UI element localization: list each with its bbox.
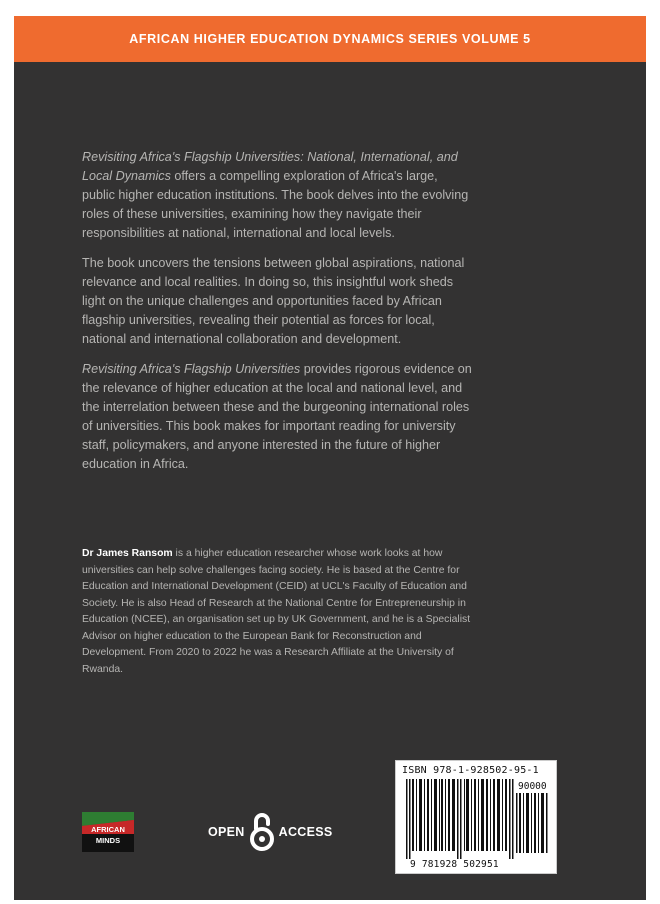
isbn-price-addon: 90000: [518, 781, 547, 792]
addon-barcode: [516, 793, 550, 853]
blurb-text: provides rigorous evidence on the relevance of higher education at the local and national level, and the interrelation between these and the burgeoning international roles of universities. This book makes for important reading for university staff, policymakers, and anyone interested in the future of higher education in Africa.: [82, 362, 472, 471]
open-access-left-text: OPEN: [208, 825, 245, 839]
book-blurb: [82, 148, 472, 485]
isbn-barcode: [395, 760, 557, 874]
book-title-italic: Revisiting Africa's Flagship Universities: [82, 362, 301, 376]
blurb-text: offers a compelling exploration of Africa's large, public higher education institutions. The book delves into the evolving roles of these universities, examining how they navigate their responsibilities at national, international and local levels.: [82, 169, 469, 240]
open-access-right-text: ACCESS: [278, 825, 333, 839]
ean-number: 9 781928 502951: [410, 859, 499, 870]
ean-barcode: [406, 779, 514, 859]
isbn-label: ISBN 978-1-928502-95-1: [402, 765, 539, 776]
african-minds-logo: [82, 812, 134, 852]
series-banner-text: AFRICAN HIGHER EDUCATION DYNAMICS SERIES VOLUME 5: [129, 32, 531, 46]
blurb-paragraph-1: [82, 148, 472, 243]
blurb-paragraph-3: [82, 360, 472, 474]
author-bio-text: is a higher education researcher whose work looks at how universities can help solve challenges facing society. He is based at the Centre for Education and International Development (CEID) at UCL's Faculty of Education and Society. He is also Head of Research at the National Centre for Entrepreneurship in Education (NCEE), an organisation set up by UK Government, and he is a Specialist Advisor on higher education to the European Bank for Reconstruction and Development. From 2020 to 2022 he was a Research Affiliate at the University of Rwanda.: [82, 548, 471, 675]
open-access-lock-icon: [249, 811, 275, 853]
back-cover: [14, 16, 646, 900]
publisher-name-line1: AFRICAN: [91, 825, 125, 834]
series-banner: [14, 16, 646, 62]
blurb-paragraph-2: The book uncovers the tensions between global aspirations, national relevance and local realities. In doing so, this insightful work sheds light on the unique challenges and opportunities faced by African flagship universities, revealing their potential as forces for local, national and international collaboration and development.: [82, 256, 465, 346]
open-access-logo: [208, 806, 333, 858]
author-name: Dr James Ransom: [82, 548, 173, 559]
author-bio: [82, 546, 472, 678]
book-title-italic: Revisiting Africa's Flagship Universities: National, International, and Local Dynamics: [82, 150, 458, 183]
publisher-name-line2: MINDS: [95, 836, 121, 845]
